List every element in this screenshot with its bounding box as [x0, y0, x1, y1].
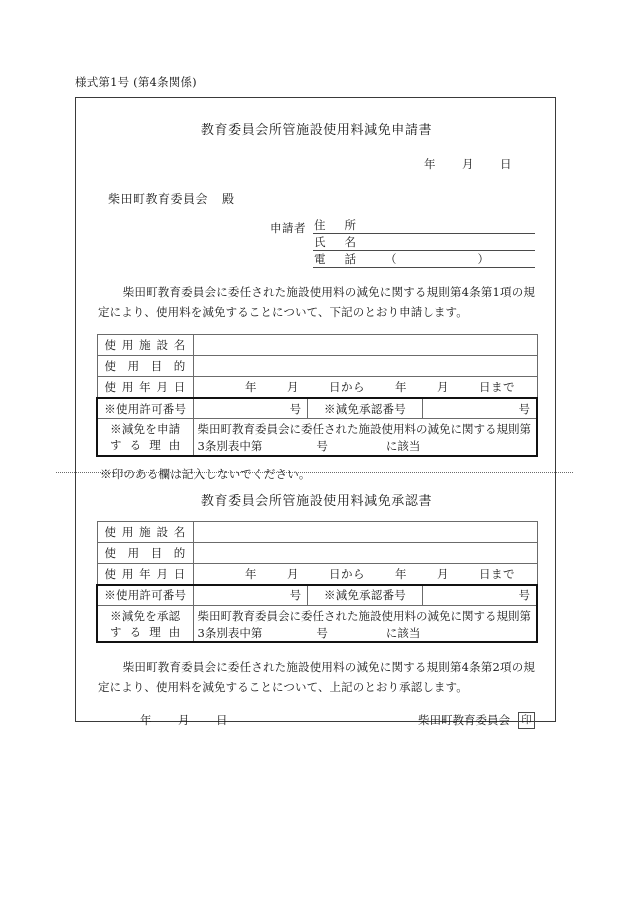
applicant-address-label: 住 所 — [314, 218, 356, 232]
application-note: ※印のある欄は記入しないでください。 — [100, 466, 311, 481]
table-row — [97, 356, 537, 377]
purpose-input[interactable] — [193, 356, 537, 377]
approval-purpose-input[interactable] — [193, 543, 537, 564]
table-row — [97, 606, 537, 643]
approval-purpose-label: 使 用 目 的 — [97, 543, 193, 564]
applicant-phone-row — [313, 251, 535, 268]
permit-number-input[interactable]: 号 — [193, 398, 308, 419]
approval-signature-date: 年 月 日 — [140, 713, 228, 728]
applicant-name-row — [313, 234, 535, 251]
applicant-phone-label: 電 話 — [314, 252, 356, 266]
approval-reason-input[interactable]: 柴田町教育委員会に委任された施設使用料の減免に関する規則第 3条別表中第 号 に該当 — [193, 606, 537, 643]
applicant-block — [96, 217, 537, 268]
table-row — [97, 543, 537, 564]
approval-section — [96, 480, 537, 729]
approval-number-input[interactable]: 号 — [422, 398, 537, 419]
period-label: 使 用 年 月 日 — [97, 377, 193, 398]
application-date-month: 月 — [462, 157, 474, 171]
approval-title: 教育委員会所管施設使用料減免承認書 — [200, 494, 433, 509]
form-frame — [75, 97, 556, 728]
addressee-name: 柴田町教育委員会 — [108, 192, 209, 206]
application-date-year: 年 — [424, 157, 436, 171]
facility-name-input[interactable] — [193, 335, 537, 356]
table-row — [97, 585, 537, 606]
approval-facility-name-input[interactable] — [193, 522, 537, 543]
table-row — [97, 335, 537, 356]
applicant-label: 申請者 — [270, 221, 306, 235]
approval-permit-number-input[interactable]: 号 — [193, 585, 308, 606]
approval-reason-label: ※減免を承認 す る 理 由 — [97, 606, 193, 643]
applicant-name-label: 氏 名 — [314, 235, 356, 249]
table-row — [97, 564, 537, 585]
table-row — [97, 377, 537, 398]
reason-label: ※減免を申請 す る 理 由 — [97, 419, 193, 456]
approval-number-input[interactable]: 号 — [422, 585, 537, 606]
reason-input[interactable]: 柴田町教育委員会に委任された施設使用料の減免に関する規則第 3条別表中第 号 に該当 — [193, 419, 537, 456]
addressee-line — [96, 190, 537, 207]
permit-number-label: ※使用許可番号 — [97, 398, 193, 419]
approval-permit-number-label: ※使用許可番号 — [97, 585, 193, 606]
approval-number-label: ※減免承認番号 — [308, 585, 423, 606]
purpose-label: 使 用 目 的 — [97, 356, 193, 377]
application-date-day: 日 — [500, 157, 512, 171]
application-table — [96, 334, 538, 456]
approval-period-label: 使 用 年 月 日 — [97, 564, 193, 585]
approval-facility-name-label: 使 用 施 設 名 — [97, 522, 193, 543]
approval-number-label: ※減免承認番号 — [308, 398, 423, 419]
seal-stamp-icon: 印 — [518, 712, 535, 729]
applicant-address-row — [313, 217, 535, 234]
table-row — [97, 398, 537, 419]
approval-table — [96, 521, 538, 643]
period-input[interactable]: 年 月 日から 年 月 日まで — [193, 377, 537, 398]
application-date-line — [96, 156, 537, 172]
application-body-text: 柴田町教育委員会に委任された施設使用料の減免に関する規則第4条第1項の規定により、使用料を減免することについて、下記のとおり申請します。 — [98, 285, 535, 320]
approval-signature-line — [96, 712, 537, 729]
addressee-honorific: 殿 — [222, 192, 235, 206]
facility-name-label: 使 用 施 設 名 — [97, 335, 193, 356]
approval-period-input[interactable]: 年 月 日から 年 月 日まで — [193, 564, 537, 585]
table-row — [97, 419, 537, 456]
approval-body-text: 柴田町教育委員会に委任された施設使用料の減免に関する規則第4条第2項の規定により、使用料を減免することについて、上記のとおり承認します。 — [98, 660, 535, 695]
applicant-phone-input[interactable]: （ ） — [385, 252, 496, 266]
tear-off-separator — [56, 472, 573, 473]
application-title: 教育委員会所管施設使用料減免申請書 — [200, 123, 433, 138]
approval-signature-organization: 柴田町教育委員会 印 — [418, 712, 535, 729]
table-row — [97, 522, 537, 543]
form-number-caption: 様式第1号 (第4条関係) — [75, 75, 197, 89]
